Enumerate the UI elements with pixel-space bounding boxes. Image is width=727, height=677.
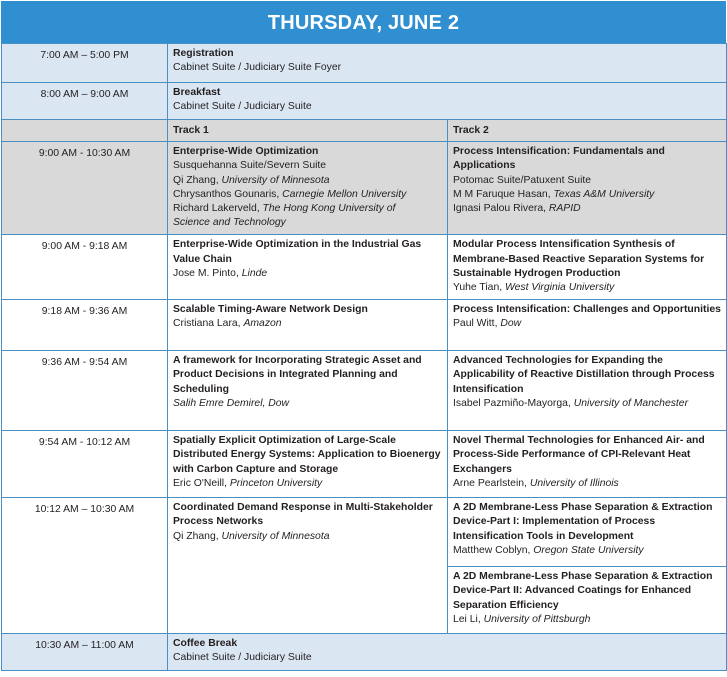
session-room: Susquehanna Suite/Severn Suite	[173, 160, 327, 172]
talk-title: A 2D Membrane-Less Phase Separation & Extraction Device-Part II: Advanced Coatings for Enhanced Separation Efficiency	[453, 571, 713, 611]
talk-speaker: Arne Pearlstein, University of Illinois	[453, 477, 619, 489]
event-location: Cabinet Suite / Judiciary Suite	[173, 652, 312, 664]
talk-track2	[448, 498, 727, 567]
event-cell	[168, 83, 727, 120]
talk-track1	[168, 498, 448, 634]
talk-speaker: Qi Zhang, University of Minnesota	[173, 530, 330, 542]
breakfast-row	[2, 83, 727, 120]
event-cell	[168, 634, 727, 671]
schedule-page	[1, 1, 726, 674]
session-chair: Ignasi Palou Rivera, RAPID	[453, 203, 581, 215]
talk-title: Spatially Explicit Optimization of Large-Scale Distributed Energy Systems: Application to Bioenergy with Carbon Capture and Storage	[173, 435, 441, 475]
time-cell: 9:18 AM - 9:36 AM	[2, 300, 168, 351]
talk-speaker: Yuhe Tian, West Virginia University	[453, 282, 615, 294]
event-title: Registration	[173, 48, 234, 59]
talk-speaker: Paul Witt, Dow	[453, 318, 522, 330]
talk-speaker: Isabel Pazmiño-Mayorga, University of Manchester	[453, 397, 689, 409]
talk-title: A framework for Incorporating Strategic Asset and Product Decisions in Integrated Planning and Scheduling	[173, 355, 422, 395]
talk-speaker: Matthew Coblyn, Oregon State University	[453, 544, 644, 556]
talk-row	[2, 235, 727, 300]
session-row	[2, 142, 727, 235]
talk-title: Scalable Timing-Aware Network Design	[173, 304, 368, 316]
talk-title: Enterprise-Wide Optimization in the Industrial Gas Value Chain	[173, 239, 422, 265]
event-location: Cabinet Suite / Judiciary Suite	[173, 101, 312, 113]
talk-track2	[448, 351, 727, 431]
talk-title: Coordinated Demand Response in Multi-Stakeholder Process Networks	[173, 502, 433, 528]
session-track1	[168, 142, 448, 235]
session-track2	[448, 142, 727, 235]
talk-row	[2, 431, 727, 498]
talk-title: Advanced Technologies for Expanding the Applicability of Reactive Distillation through Process Intensification	[453, 355, 715, 395]
talk-row	[2, 351, 727, 431]
event-title: Coffee Break	[173, 638, 238, 650]
talk-speaker: Jose M. Pinto, Linde	[173, 267, 268, 279]
event-title: Breakfast	[173, 87, 221, 98]
talk-row	[2, 300, 727, 351]
session-title: Process Intensification: Fundamentals and Applications	[453, 146, 665, 172]
talk-title: Novel Thermal Technologies for Enhanced Air- and Process-Side Performance of CPI-Relevant Heat Exchangers	[453, 435, 705, 475]
talk-track2	[448, 300, 727, 351]
track1-header: Track 1	[168, 120, 448, 142]
track-header-row	[2, 120, 727, 142]
session-chair-affiliation: Science and Technology	[173, 217, 286, 229]
talk-title: Process Intensification: Challenges and Opportunities	[453, 304, 721, 316]
time-cell: 9:00 AM - 10:30 AM	[2, 142, 168, 235]
session-chair: Chrysanthos Gounaris, Carnegie Mellon University	[173, 188, 407, 200]
talk-speaker: Lei Li, University of Pittsburgh	[453, 613, 591, 625]
talk-speaker: Cristiana Lara, Amazon	[173, 318, 282, 330]
time-cell: 9:00 AM - 9:18 AM	[2, 235, 168, 300]
time-cell: 8:00 AM – 9:00 AM	[2, 83, 168, 120]
day-title: THURSDAY, JUNE 2	[1, 1, 726, 43]
session-chair: M M Faruque Hasan, Texas A&M University	[453, 188, 655, 200]
time-cell: 10:12 AM – 10:30 AM	[2, 498, 168, 634]
talk-track1	[168, 235, 448, 300]
schedule-table	[1, 43, 727, 671]
time-cell: 9:54 AM - 10:12 AM	[2, 431, 168, 498]
talk-speaker: Salih Emre Demirel, Dow	[173, 397, 290, 409]
registration-row	[2, 44, 727, 83]
talk-title: Modular Process Intensification Synthesis of Membrane-Based Reactive Separation Systems for Sustainable Hydrogen Production	[453, 239, 705, 279]
time-cell: 10:30 AM – 11:00 AM	[2, 634, 168, 671]
track2-header: Track 2	[448, 120, 727, 142]
time-cell: 7:00 AM – 5:00 PM	[2, 44, 168, 83]
session-room: Potomac Suite/Patuxent Suite	[453, 174, 592, 186]
talk-track1	[168, 431, 448, 498]
talk-speaker: Eric O'Neill, Princeton University	[173, 477, 323, 489]
talk-title: A 2D Membrane-Less Phase Separation & Extraction Device-Part I: Implementation of Process Intensification Tools in Development	[453, 502, 713, 542]
session-title: Enterprise-Wide Optimization	[173, 146, 319, 158]
talk-track1	[168, 300, 448, 351]
time-cell: 9:36 AM - 9:54 AM	[2, 351, 168, 431]
time-header-cell	[2, 120, 168, 142]
talk-track1	[168, 351, 448, 431]
coffee-row	[2, 634, 727, 671]
event-location: Cabinet Suite / Judiciary Suite Foyer	[173, 62, 342, 74]
talk-row	[2, 498, 727, 567]
talk-track2	[448, 431, 727, 498]
session-chair: Qi Zhang, University of Minnesota	[173, 174, 330, 186]
talk-track2	[448, 567, 727, 634]
session-chair: Richard Lakerveld, The Hong Kong University of	[173, 203, 396, 215]
event-cell	[168, 44, 727, 83]
talk-track2	[448, 235, 727, 300]
